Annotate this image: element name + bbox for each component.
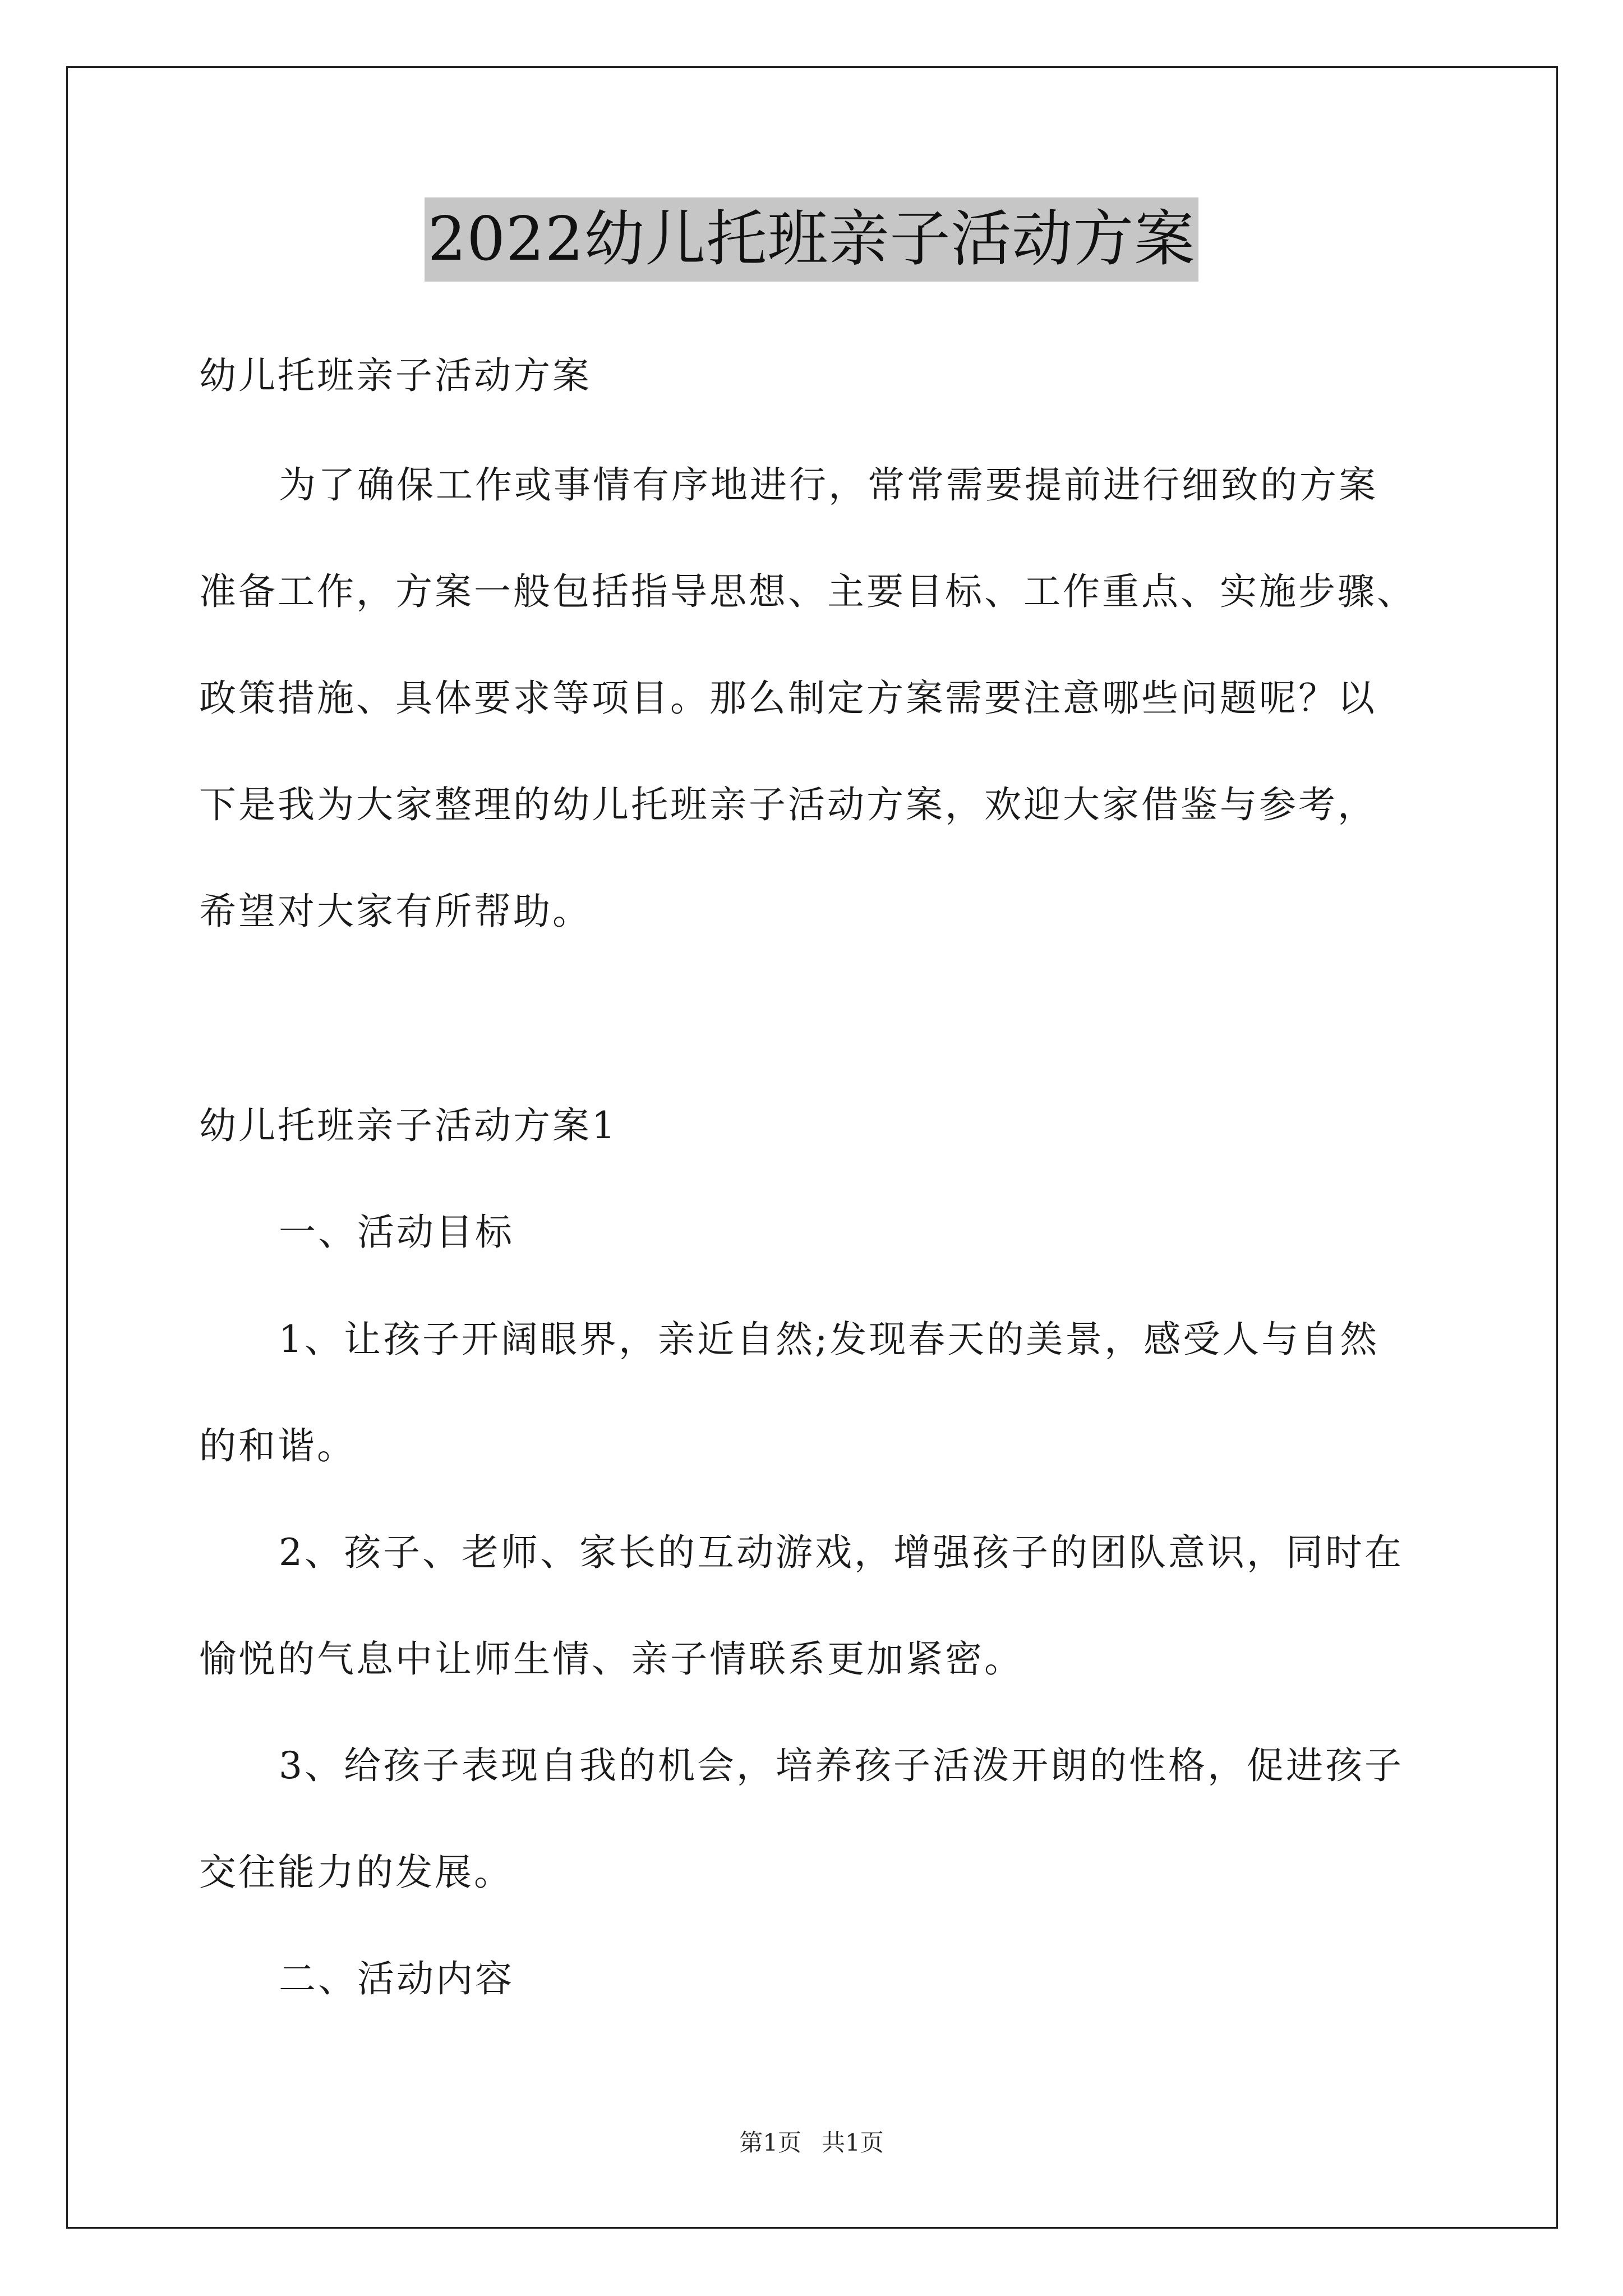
goal3-line-1: 3、给孩子表现自我的机会，培养孩子活泼开朗的性格，促进孩子 — [279, 1744, 1404, 1787]
intro-line-4: 下是我为大家整理的幼儿托班亲子活动方案，欢迎大家借鉴与参考， — [199, 783, 1377, 826]
goal3-line-2: 交往能力的发展。 — [199, 1851, 513, 1894]
goal1-line-1: 1、让孩子开阔眼界，亲近自然;发现春天的美景，感受人与自然 — [279, 1318, 1380, 1361]
intro-line-2: 准备工作，方案一般包括指导思想、主要目标、工作重点、实施步骤、 — [199, 570, 1416, 613]
goal2-line-2: 愉悦的气息中让师生情、亲子情联系更加紧密。 — [199, 1637, 1023, 1681]
part2-heading: 二、活动内容 — [279, 1957, 514, 2000]
section-heading: 幼儿托班亲子活动方案1 — [199, 1104, 617, 1147]
page-number-current: 第1页 — [739, 2129, 801, 2156]
intro-line-5: 希望对大家有所帮助。 — [199, 890, 592, 933]
title-container — [0, 197, 1623, 287]
document-title: 2022幼儿托班亲子活动方案 — [425, 197, 1199, 282]
goal2-line-1: 2、孩子、老师、家长的互动游戏，增强孩子的团队意识，同时在 — [279, 1531, 1404, 1574]
goal1-line-2: 的和谐。 — [199, 1424, 356, 1467]
page-number-total: 共1页 — [822, 2129, 884, 2156]
intro-line-1: 为了确保工作或事情有序地进行，常常需要提前进行细致的方案 — [279, 463, 1378, 507]
part1-heading: 一、活动目标 — [279, 1211, 514, 1254]
subtitle: 幼儿托班亲子活动方案 — [199, 354, 592, 397]
intro-line-3: 政策措施、具体要求等项目。那么制定方案需要注意哪些问题呢？以 — [199, 677, 1377, 720]
page-footer — [0, 2126, 1623, 2160]
